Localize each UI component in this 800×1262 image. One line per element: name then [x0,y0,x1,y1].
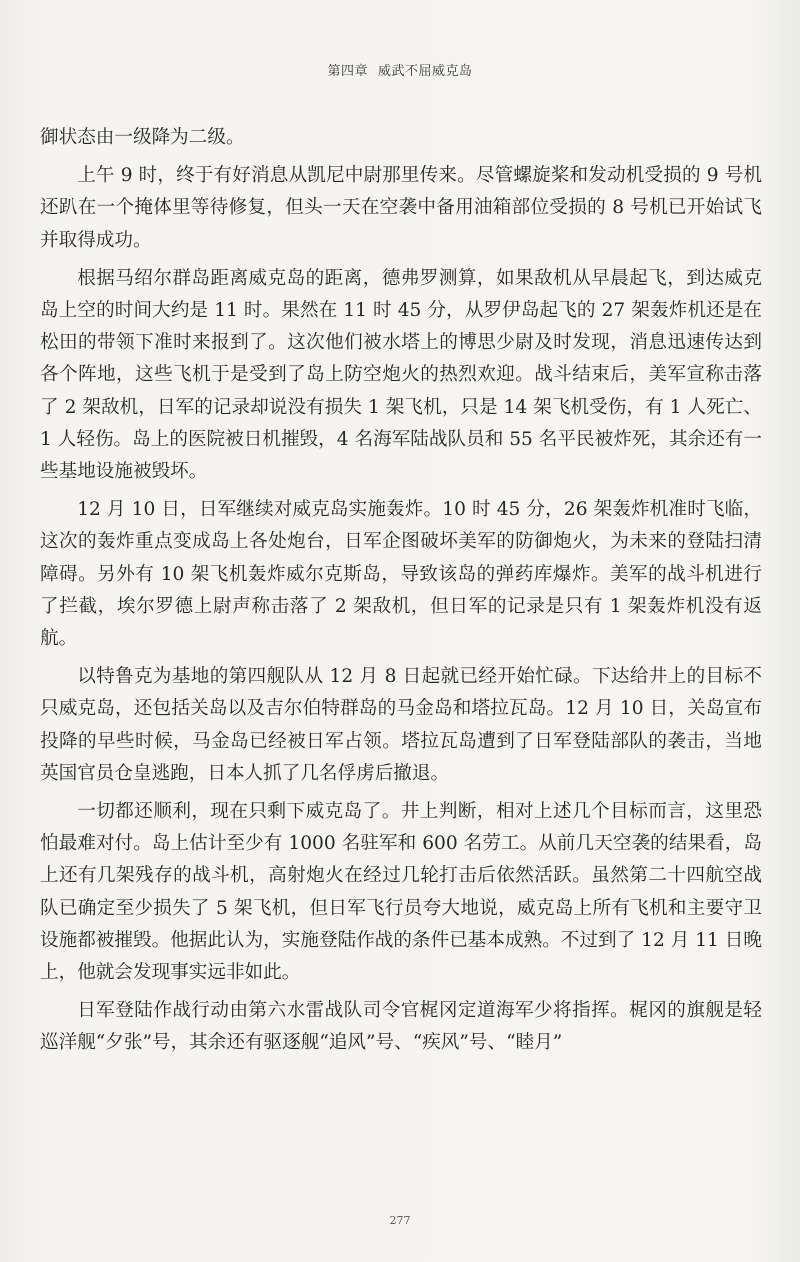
paragraph: 上午 9 时，终于有好消息从凯尼中尉那里传来。尽管螺旋桨和发动机受损的 9 号机还趴在一个掩体里等待修复，但头一天在空袭中备用油箱部位受损的 8 号机已开始试飞并取得成功。 [40,165,762,251]
paragraph-continued: 御状态由一级降为二级。 [40,127,245,148]
chapter-number: 第四章 [327,64,368,79]
running-head [0,60,800,79]
paragraph: 日军登陆作战行动由第六水雷战队司令官梶冈定道海军少将指挥。梶冈的旗舰是轻巡洋舰“夕张”号，其余还有驱逐舰“追风”号、“疾风”号、“睦月” [40,1000,762,1054]
paragraph: 以特鲁克为基地的第四舰队从 12 月 8 日起就已经开始忙碌。下达给井上的目标不只威克岛，还包括关岛以及吉尔伯特群岛的马金岛和塔拉瓦岛。12 月 10 日，关岛宣布投降的早些时候，马金岛已经被日军占领。塔拉瓦岛遭到了日军登陆部队的袭击，当地英国官员仓皇逃跑，日本人抓了几名俘虏后撤退。 [40,666,762,784]
body-text [40,122,762,1066]
page-number: 277 [389,1214,411,1227]
chapter-title: 威武不屈威克岛 [378,64,473,79]
paragraph: 根据马绍尔群岛距离威克岛的距离，德弗罗测算，如果敌机从早晨起飞，到达威克岛上空的时间大约是 11 时。果然在 11 时 45 分，从罗伊岛起飞的 27 架轰炸机还是在松田的带领下准时来报到了。这次他们被水塔上的博思少尉及时发现，消息迅速传达到各个阵地，这些飞机于是受到了岛上防空炮火的热烈欢迎。战斗结束后，美军宣称击落了 2 架敌机，日军的记录却说没有损失 1 架飞机，只是 14 架飞机受伤，有 1 人死亡、1 人轻伤。岛上的医院被日机摧毁，4 名海军陆战队员和 55 名平民被炸死，其余还有一些基地设施被毁坏。 [40,267,762,483]
paragraph: 12 月 10 日，日军继续对威克岛实施轰炸。10 时 45 分，26 架轰炸机准时飞临，这次的轰炸重点变成岛上各处炮台，日军企图破坏美军的防御炮火，为未来的登陆扫清障碍。另外有 10 架飞机轰炸威尔克斯岛，导致该岛的弹药库爆炸。美军的战斗机进行了拦截，埃尔罗德上尉声称击落了 2 架敌机，但日军的记录是只有 1 架轰炸机没有返航。 [40,499,762,650]
paragraph: 一切都还顺利，现在只剩下威克岛了。井上判断，相对上述几个目标而言，这里恐怕最难对付。岛上估计至少有 1000 名驻军和 600 名劳工。从前几天空袭的结果看，岛上还有几架残存的战斗机，高射炮火在经过几轮打击后依然活跃。虽然第二十四航空战队已确定至少损失了 5 架飞机，但日军飞行员夸大地说，威克岛上所有飞机和主要守卫设施都被摧毁。他据此认为，实施登陆作战的条件已基本成熟。不过到了 12 月 11 日晚上，他就会发现事实远非如此。 [40,801,762,984]
